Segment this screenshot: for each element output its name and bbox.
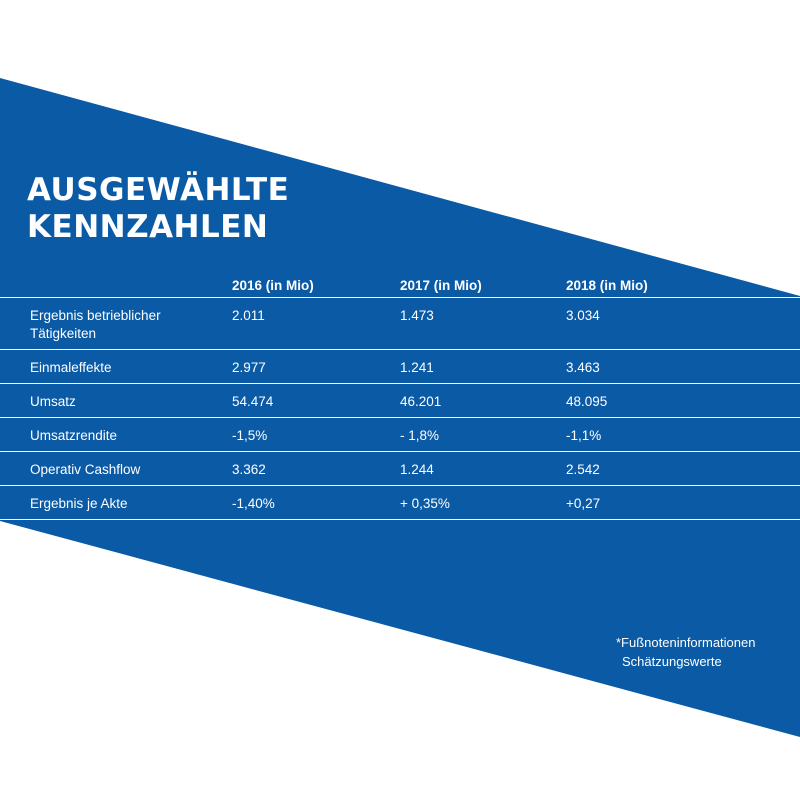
cell-2017: + 0,35% [400, 496, 450, 511]
header-2018: 2018 (in Mio) [566, 278, 648, 293]
table-row [0, 486, 800, 520]
table-header-row [0, 268, 800, 298]
cell-2016: 3.362 [232, 462, 266, 477]
row-label: Einmaleffekte [30, 360, 112, 375]
table-row [0, 384, 800, 418]
cell-2017: 1.244 [400, 462, 434, 477]
cell-2017: 46.201 [400, 394, 442, 409]
footnote [616, 633, 755, 671]
cell-2017: 1.473 [400, 308, 434, 323]
cell-2017: - 1,8% [400, 428, 440, 443]
cell-2018: 2.542 [566, 462, 600, 477]
page-title [27, 172, 289, 246]
header-2016: 2016 (in Mio) [232, 278, 314, 293]
cell-2018: 3.463 [566, 360, 600, 375]
row-label: Umsatz [30, 394, 76, 409]
title-line-1: AUSGEWÄHLTE [27, 172, 290, 208]
cell-2016: -1,40% [232, 496, 275, 511]
cell-2018: -1,1% [566, 428, 602, 443]
cell-2016: 2.011 [232, 308, 265, 323]
cell-2016: -1,5% [232, 428, 268, 443]
header-2017: 2017 (in Mio) [400, 278, 482, 293]
cell-2017: 1.241 [400, 360, 434, 375]
cell-2018: +0,27 [566, 496, 601, 511]
kennzahlen-table [0, 268, 800, 520]
table-row [0, 298, 800, 350]
table-row [0, 452, 800, 486]
table-row [0, 418, 800, 452]
row-label: Ergebnis betrieblicher Tätigkeiten [30, 308, 161, 341]
cell-2018: 3.034 [566, 308, 600, 323]
row-label: Operativ Cashflow [30, 462, 141, 477]
table-row [0, 350, 800, 384]
cell-2016: 54.474 [232, 394, 274, 409]
footnote-line-2: Schätzungswerte [622, 654, 722, 669]
cell-2016: 2.977 [232, 360, 266, 375]
footnote-line-1: *Fußnoteninformationen [616, 635, 756, 650]
cell-2018: 48.095 [566, 394, 608, 409]
row-label: Umsatzrendite [30, 428, 118, 443]
title-line-2: KENNZAHLEN [27, 209, 269, 245]
row-label: Ergebnis je Akte [30, 496, 128, 511]
